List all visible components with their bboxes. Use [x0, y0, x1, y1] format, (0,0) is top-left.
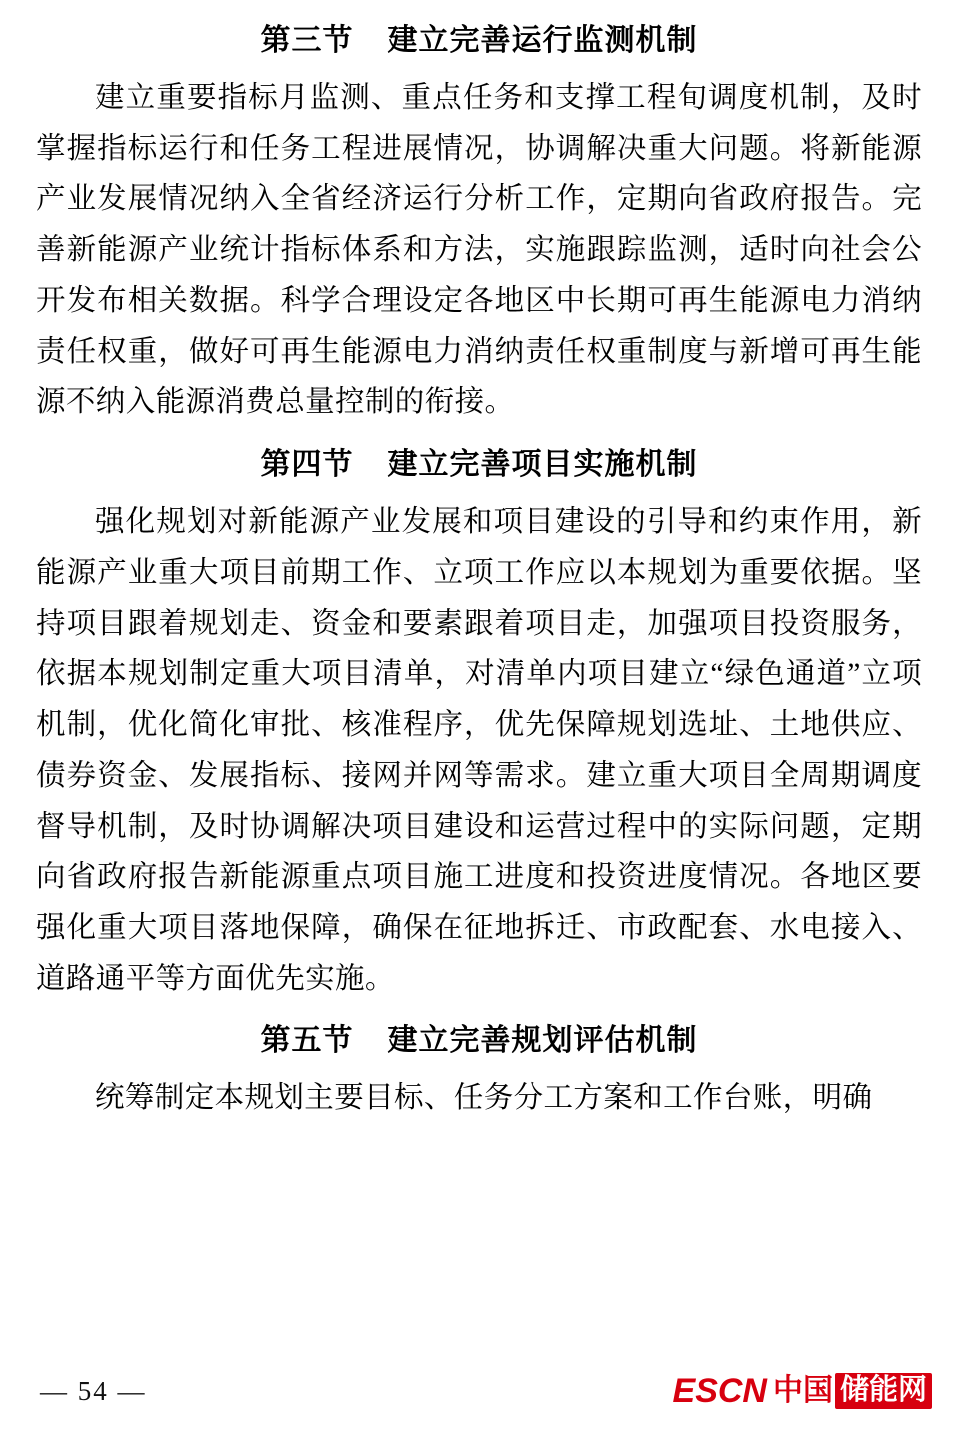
logo-cn-text: 中国: [772, 1374, 833, 1407]
logo-latin-text: ESCN: [672, 1372, 767, 1410]
page-footer: [0, 1343, 958, 1429]
paragraph-3-1: 建立重要指标月监测、重点任务和支撑工程旬调度机制，及时掌握指标运行和任务工程进展情况，协调解决重大问题。将新能源产业发展情况纳入全省经济运行分析工作，定期向省政府报告。完善新能源产业统计指标体系和方法，实施跟踪监测，适时向社会公开发布相关数据。科学合理设定各地区中长期可再生能源电力消纳责任权重，做好可再生能源电力消纳责任权重制度与新增可再生能源不纳入能源消费总量控制的衔接。: [36, 82, 922, 419]
section-heading-5: [28, 1018, 930, 1063]
section-title-3: 建立完善运行监测机制: [387, 24, 698, 57]
escn-logo: [673, 1369, 932, 1413]
logo-cn-box-text: 储能网: [835, 1373, 932, 1409]
section-number-4: 第四节: [260, 448, 354, 482]
section-number-5: 第五节: [260, 1024, 354, 1058]
paragraph-5-1: 统筹制定本规划主要目标、任务分工方案和工作台账，明确: [95, 1082, 873, 1115]
page-number: — 54 —: [40, 1376, 147, 1406]
section-number-3: 第三节: [260, 24, 354, 57]
section-title-5: 建立完善规划评估机制: [387, 1024, 698, 1058]
paragraph-4-1: 强化规划对新能源产业发展和项目建设的引导和约束作用，新能源产业重大项目前期工作、立项工作应以本规划为重要依据。坚持项目跟着规划走、资金和要素跟着项目走，加强项目投资服务，依据本规划制定重大项目清单，对清单内项目建立“绿色通道”立项机制，优化简化审批、核准程序，优先保障规划选址、土地供应、债券资金、发展指标、接网并网等需求。建立重大项目全周期调度督导机制，及时协调解决项目建设和运营过程中的实际问题，定期向省政府报告新能源重点项目施工进度和投资进度情况。各地区要强化重大项目落地保障，确保在征地拆迁、市政配套、水电接入、道路通平等方面优先实施。: [36, 506, 922, 995]
section-heading-4: [28, 442, 930, 487]
section-title-4: 建立完善项目实施机制: [387, 448, 698, 482]
section-heading-3: [28, 18, 930, 63]
